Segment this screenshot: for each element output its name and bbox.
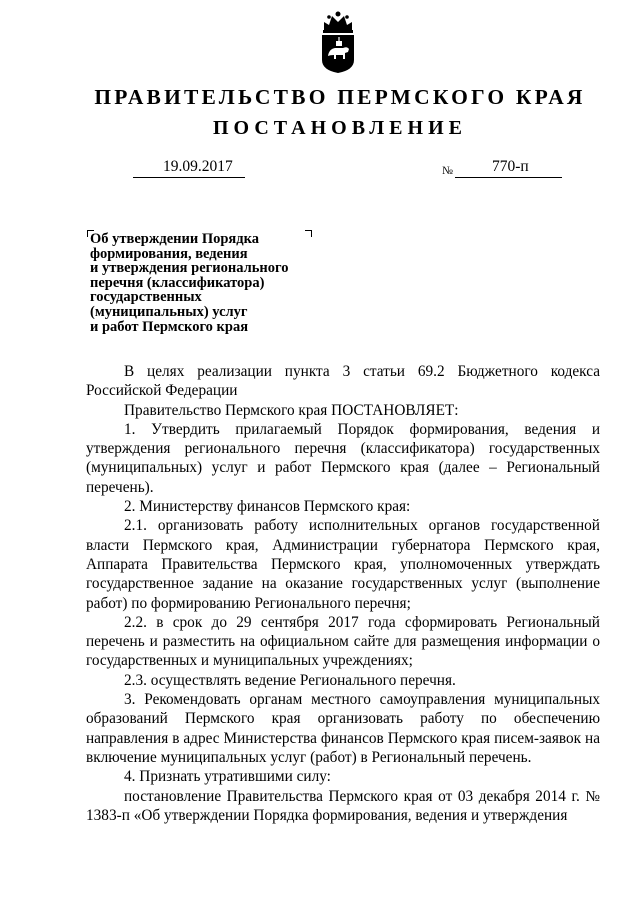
document-number: 770-п (492, 158, 529, 175)
coat-of-arms-icon (318, 8, 358, 74)
date-underline (133, 177, 245, 178)
paragraph-item-4: 4. Признать утратившими силу: (124, 768, 331, 786)
paragraph-resolves: Правительство Пермского края ПОСТАНОВЛЯЕТ: (124, 401, 459, 419)
paragraph-item-1: 1. Утвердить прилагаемый Порядок формирования, ведения и утверждения регионального перечня (классификатора) государственных (муниципальных) услуг и работ Пермского края (далее – Региональный перечень). (86, 420, 600, 496)
subject-line: формирования, ведения (90, 245, 248, 262)
subject-line: государственных (90, 289, 202, 306)
paragraph-item-2-2: 2.2. в срок до 29 сентября 2017 года сформировать Региональный перечень и разместить на официальном сайте для размещения информации о государственных и муниципальных учреждениях; (86, 613, 600, 670)
document-subject (90, 232, 320, 334)
subject-line: Об утверждении Порядка (90, 231, 259, 247)
paragraph-item-2: 2. Министерству финансов Пермского края: (124, 498, 411, 516)
subject-line: и утверждения регионального (90, 260, 289, 277)
paragraph-item-2-3: 2.3. осуществлять ведение Регионального перечня. (124, 671, 456, 689)
government-title: ПРАВИТЕЛЬСТВО ПЕРМСКОГО КРАЯ (94, 85, 586, 109)
subject-line: перечня (классификатора) (90, 274, 265, 291)
paragraph-item-2-1: 2.1. организовать работу исполнительных органов государственной власти Пермского края, Администрации губернатора Пермского края, Аппарата Правительства Пермского края, уполномоченных утверждать государственное задание на оказание государственных услуг (выполнение работ) по формированию Регионального перечня; (86, 517, 600, 612)
paragraph-preamble: В целях реализации пункта 3 статьи 69.2 Бюджетного кодекса Российской Федерации (86, 363, 600, 400)
document-body (86, 362, 600, 825)
document-date: 19.09.2017 (163, 158, 233, 175)
subject-line: и работ Пермского края (90, 318, 249, 335)
number-underline (455, 177, 562, 178)
subject-line: (муниципальных) услуг (90, 303, 248, 320)
paragraph-item-3: 3. Рекомендовать органам местного самоуправления муниципальных образований Пермского края организовать работу по обеспечению направления в адрес Министерства финансов Пермского края писем-заявок на включение муниципальных услуг (работ) в Региональный перечень. (86, 691, 600, 766)
document-type-title: ПОСТАНОВЛЕНИЕ (213, 117, 467, 139)
paragraph-repealed-act: постановление Правительства Пермского края от 03 декабря 2014 г. № 1383-п «Об утверждении Порядка формирования, ведения и утверждения (86, 787, 600, 824)
number-sign: № (442, 165, 453, 177)
